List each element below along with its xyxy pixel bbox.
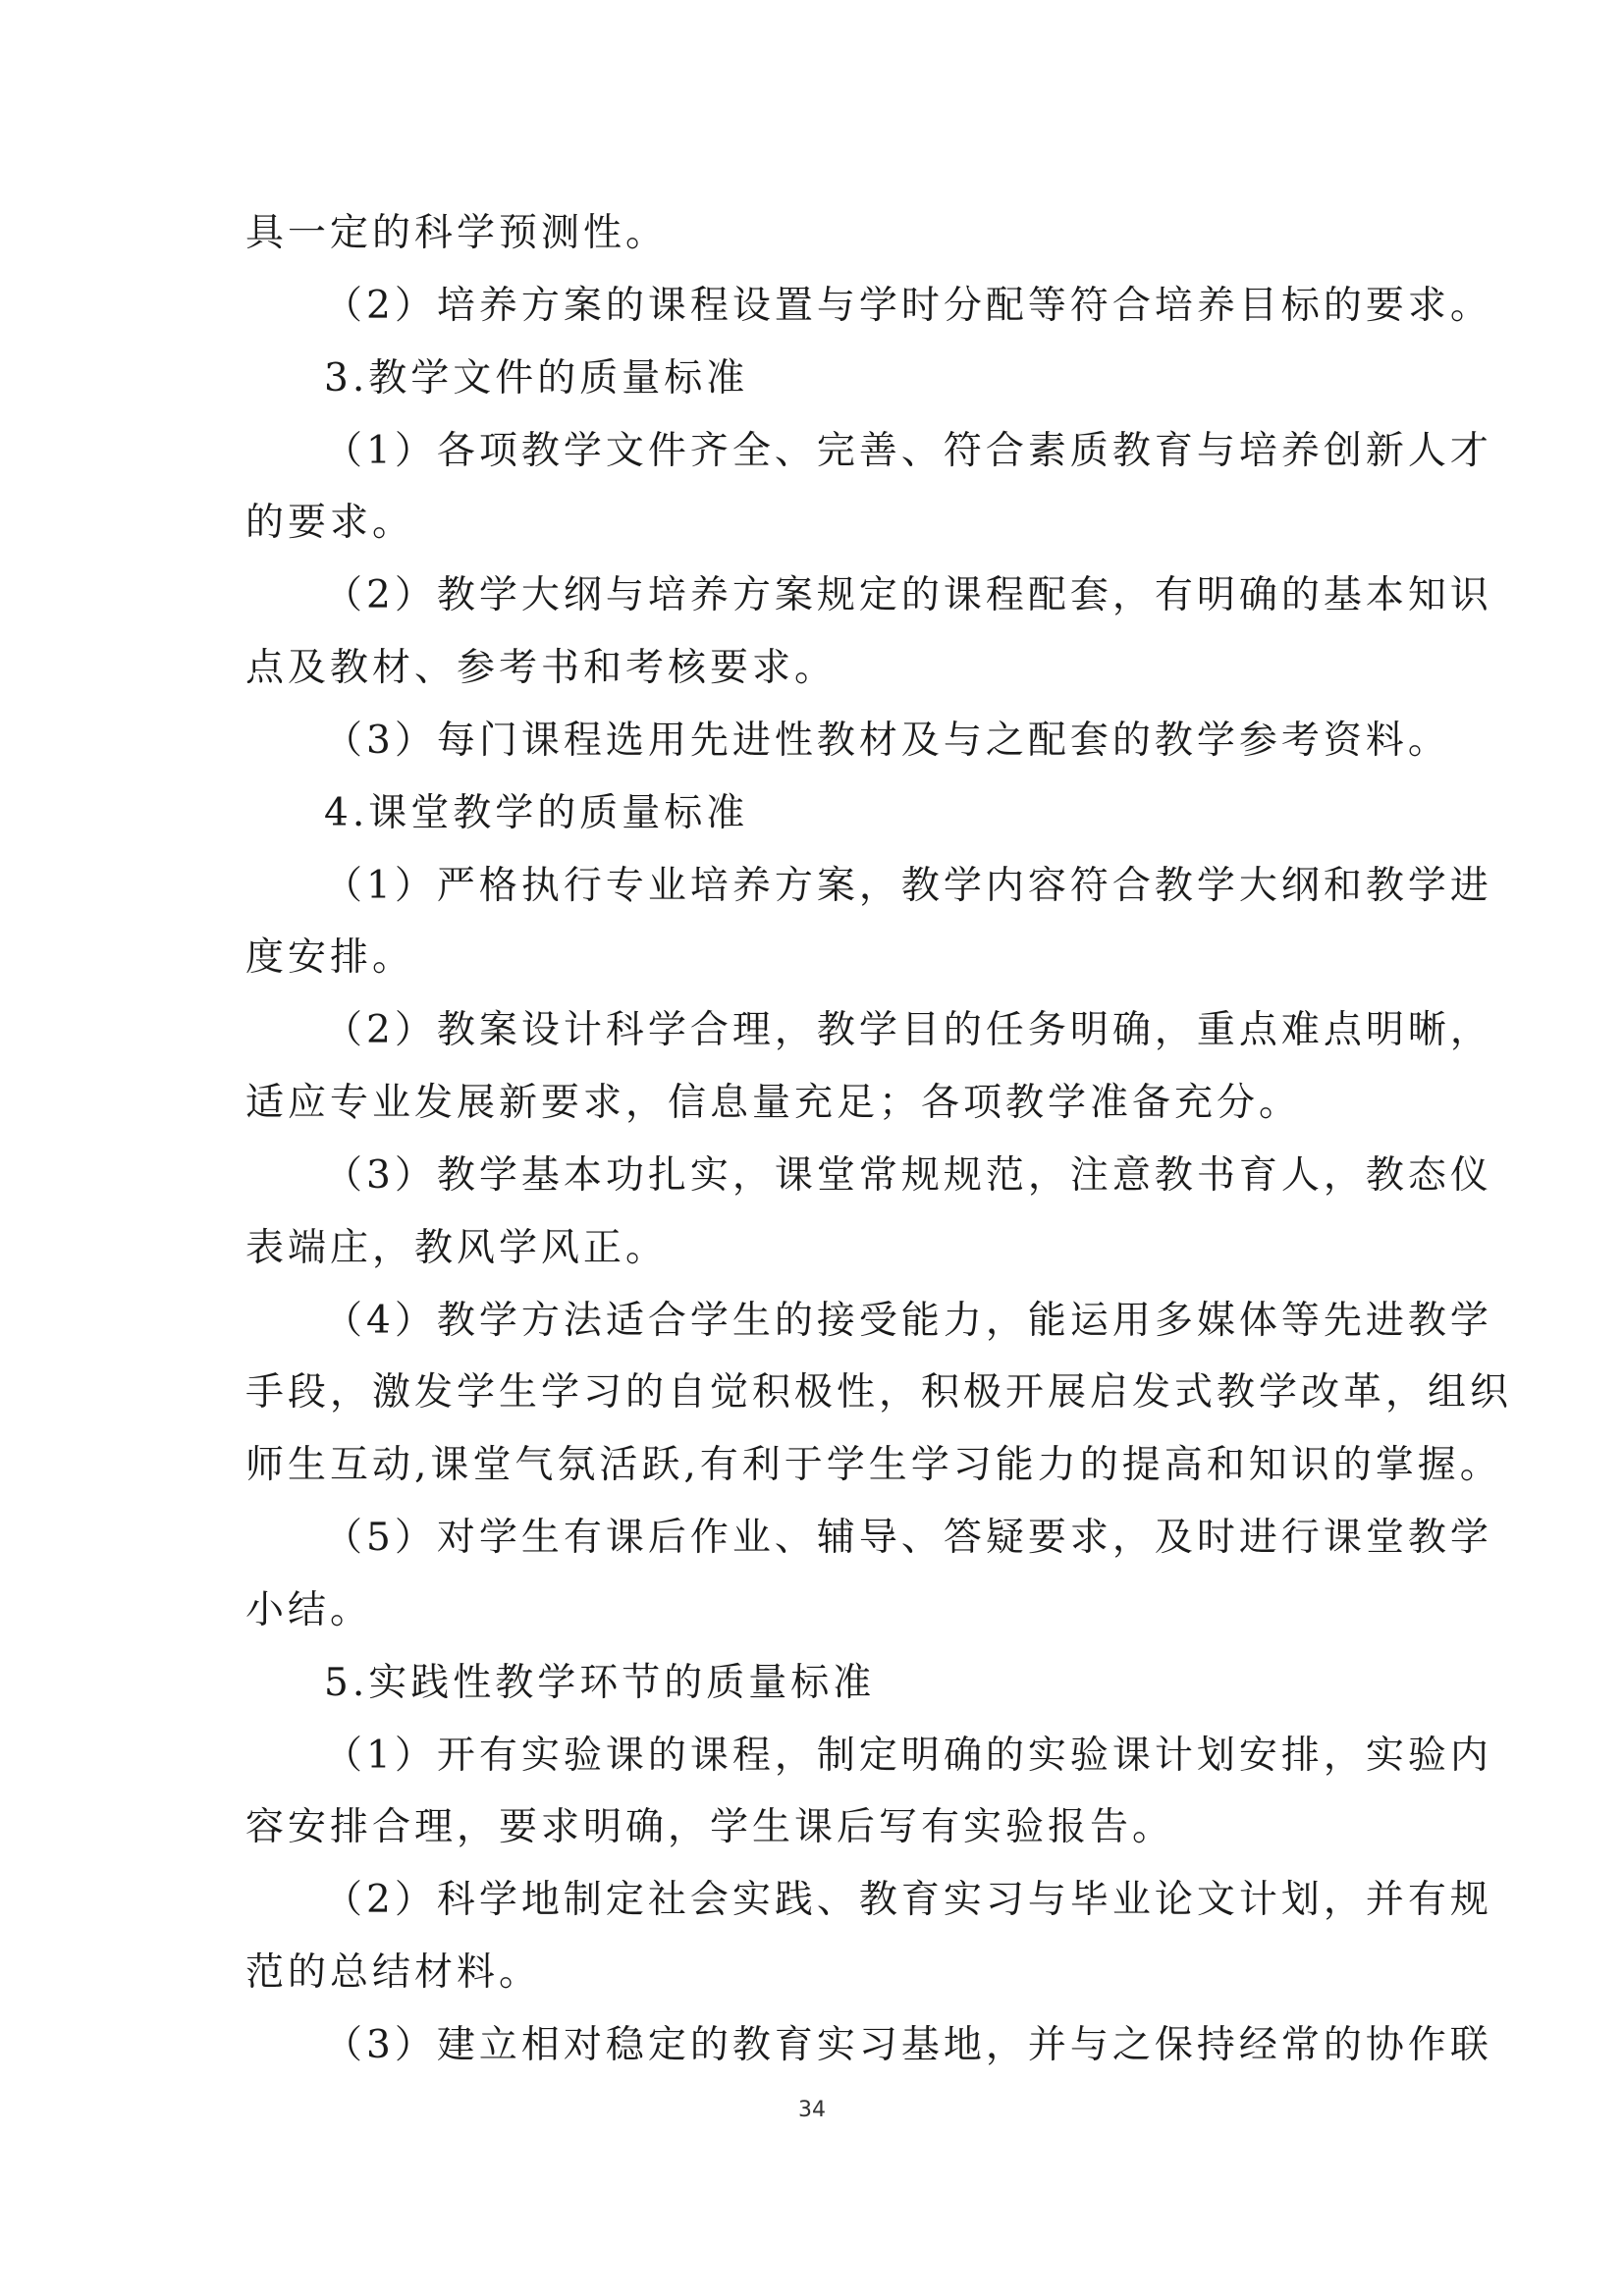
section-heading: 5.实践性教学环节的质量标准	[324, 1661, 876, 1705]
text-line: （1）严格执行专业培养方案，教学内容符合教学大纲和教学进	[324, 864, 1492, 908]
text-line: （2）培养方案的课程设置与学时分配等符合培养目标的要求。	[324, 284, 1492, 328]
text-line: 点及教材、参考书和考核要求。	[245, 646, 838, 690]
text-line: 具一定的科学预测性。	[245, 211, 669, 255]
text-line: 小结。	[245, 1588, 373, 1632]
text-line: （1）各项教学文件齐全、完善、符合素质教育与培养创新人才	[324, 429, 1492, 473]
text-line: 容安排合理，要求明确，学生课后写有实验报告。	[245, 1805, 1175, 1849]
page-number: 34	[798, 2098, 826, 2122]
text-line: （4）教学方法适合学生的接受能力，能运用多媒体等先进教学	[324, 1299, 1492, 1343]
text-line: 的要求。	[245, 501, 415, 545]
text-line: （2）教学大纲与培养方案规定的课程配套，有明确的基本知识	[324, 573, 1492, 617]
text-line: （3）教学基本功扎实，课堂常规规范，注意教书育人，教态仪	[324, 1153, 1492, 1198]
text-line: （1）开有实验课的课程，制定明确的实验课计划安排，实验内	[324, 1734, 1492, 1778]
text-line: 范的总结材料。	[245, 1950, 542, 1995]
text-line: 手段，激发学生学习的自觉积极性，积极开展启发式教学改革，组织	[245, 1370, 1513, 1415]
text-line: （3）每门课程选用先进性教材及与之配套的教学参考资料。	[324, 719, 1450, 763]
text-line: （5）对学生有课后作业、辅导、答疑要求，及时进行课堂教学	[324, 1516, 1492, 1560]
section-heading: 3.教学文件的质量标准	[324, 356, 749, 400]
text-line: （3）建立相对稳定的教育实习基地，并与之保持经常的协作联	[324, 2023, 1492, 2067]
text-line: （2）科学地制定社会实践、教育实习与毕业论文计划，并有规	[324, 1878, 1492, 1922]
text-line: （2）教案设计科学合理，教学目的任务明确，重点难点明晰，	[324, 1008, 1492, 1052]
text-line: 师生互动,课堂气氛活跃,有利于学生学习能力的提高和知识的掌握。	[245, 1443, 1502, 1487]
text-line: 适应专业发展新要求，信息量充足；各项教学准备充分。	[245, 1081, 1302, 1125]
text-line: 度安排。	[245, 935, 415, 980]
text-line: 表端庄，教风学风正。	[245, 1226, 669, 1270]
section-heading: 4.课堂教学的质量标准	[324, 791, 749, 835]
